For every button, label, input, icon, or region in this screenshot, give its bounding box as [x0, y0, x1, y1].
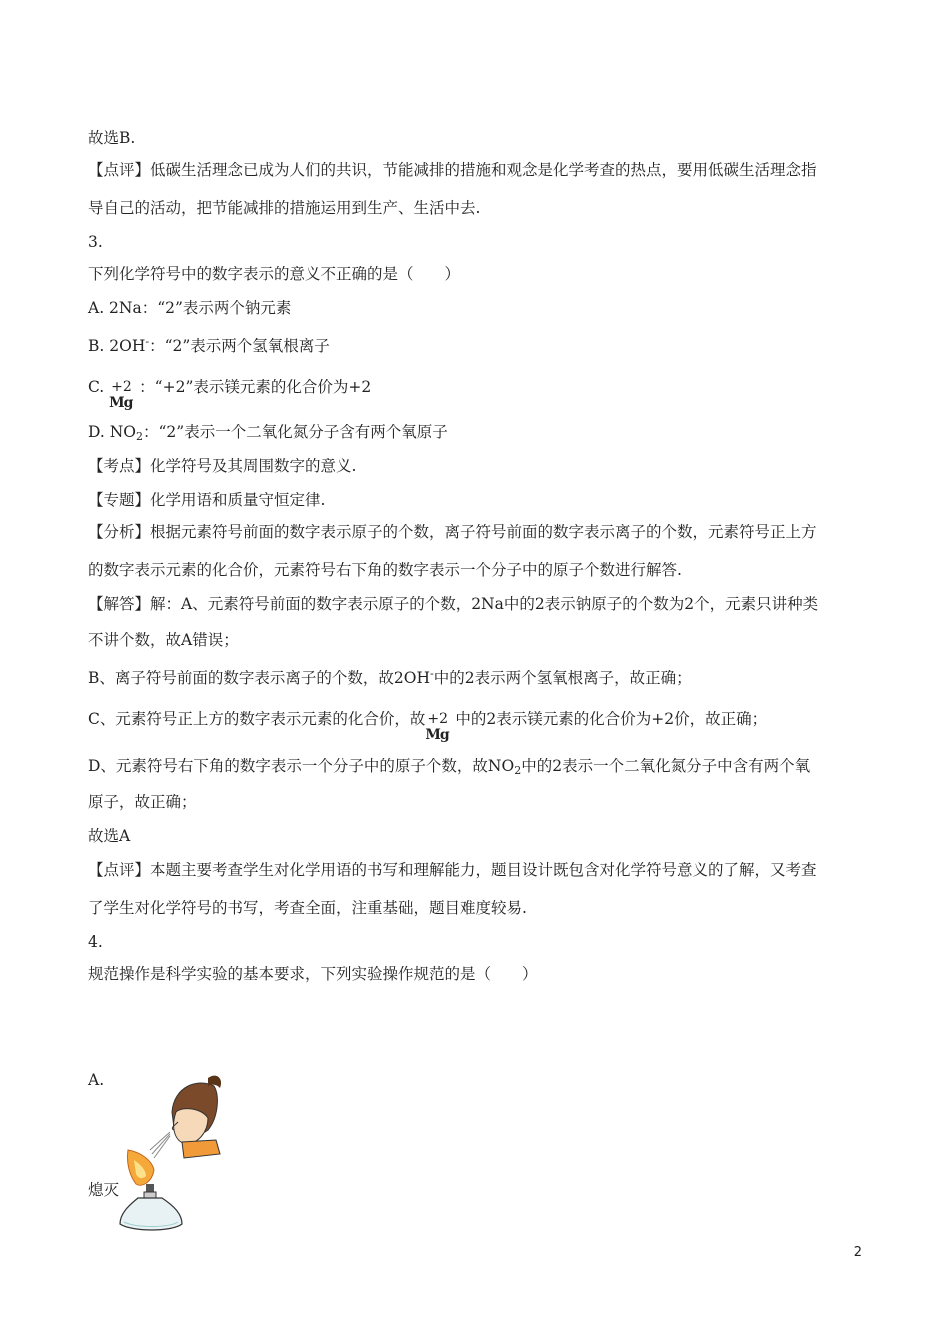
- question-stem: 下列化学符号中的数字表示的意义不正确的是（ ）: [88, 265, 461, 283]
- answer-paragraph: 【解答】解：A、元素符号前面的数字表示原子的个数，2Na中的2表示钠原子的个数为2个，元素只讲种类: [88, 595, 819, 613]
- text-line: D、元素符号右下角的数字表示一个分子中的原子个数，故$NO_2$中的2表示一个二氧化氮分子中含有两个氧: [88, 757, 811, 777]
- text-line: 的数字表示元素的化合价，元素符号右下角的数字表示一个分子中的原子个数进行解答.: [88, 561, 682, 579]
- page-number: 2: [853, 1245, 862, 1260]
- option-b: B. 2OH-：“2”表示两个氢氧根离子: [88, 335, 330, 355]
- zhuanti: 【专题】化学用语和质量守恒定律.: [88, 491, 326, 509]
- option-a: A. 2Na：“2”表示两个钠元素: [88, 299, 292, 317]
- comment-paragraph: 【点评】低碳生活理念已成为人们的共识，节能减排的措施和观念是化学考查的热点，要用低碳生活理念指: [88, 161, 817, 179]
- alcohol-lamp-illustration: [112, 1072, 227, 1237]
- option-d: D. $NO_2$：“2”表示一个二氧化氮分子含有两个氧原子: [88, 423, 448, 443]
- option-a-caption: 熄灭: [88, 1181, 120, 1199]
- comment-paragraph: 【点评】本题主要考查学生对化学用语的书写和理解能力，题目设计既包含对化学符号意义的了解，又考查: [88, 861, 817, 879]
- text-line: 不讲个数，故A错误；: [88, 631, 239, 649]
- text-line: 导自己的活动，把节能减排的措施运用到生产、生活中去.: [88, 199, 481, 217]
- kaodian: 【考点】化学符号及其周围数字的意义.: [88, 457, 357, 475]
- question-number: 4.: [88, 933, 103, 951]
- text-line: 了学生对化学符号的书写，考查全面，注重基础，题目难度较易.: [88, 899, 527, 917]
- text-line: C、元素符号正上方的数字表示元素的化合价，故 +2 Mg 中的2表示镁元素的化合价为+2价，故正确；: [88, 710, 768, 743]
- option-c: C. +2 Mg ：“+2”表示镁元素的化合价为+2: [88, 378, 372, 411]
- text-line: 故选B.: [88, 129, 136, 147]
- option-a: A.: [88, 1071, 105, 1089]
- question-number: 3.: [88, 233, 103, 251]
- valence-symbol: +2 Mg: [425, 711, 449, 743]
- valence-symbol: +2 Mg: [109, 379, 133, 411]
- analysis-paragraph: 【分析】根据元素符号前面的数字表示原子的个数，离子符号前面的数字表示离子的个数，元素符号正上方: [88, 523, 817, 541]
- text-line: B、离子符号前面的数字表示离子的个数，故2OH-中的2表示两个氢氧根离子，故正确；: [88, 667, 692, 687]
- question-stem: 规范操作是科学实验的基本要求，下列实验操作规范的是（ ）: [88, 965, 538, 983]
- text-line: 故选A: [88, 827, 131, 845]
- text-line: 原子，故正确；: [88, 793, 197, 811]
